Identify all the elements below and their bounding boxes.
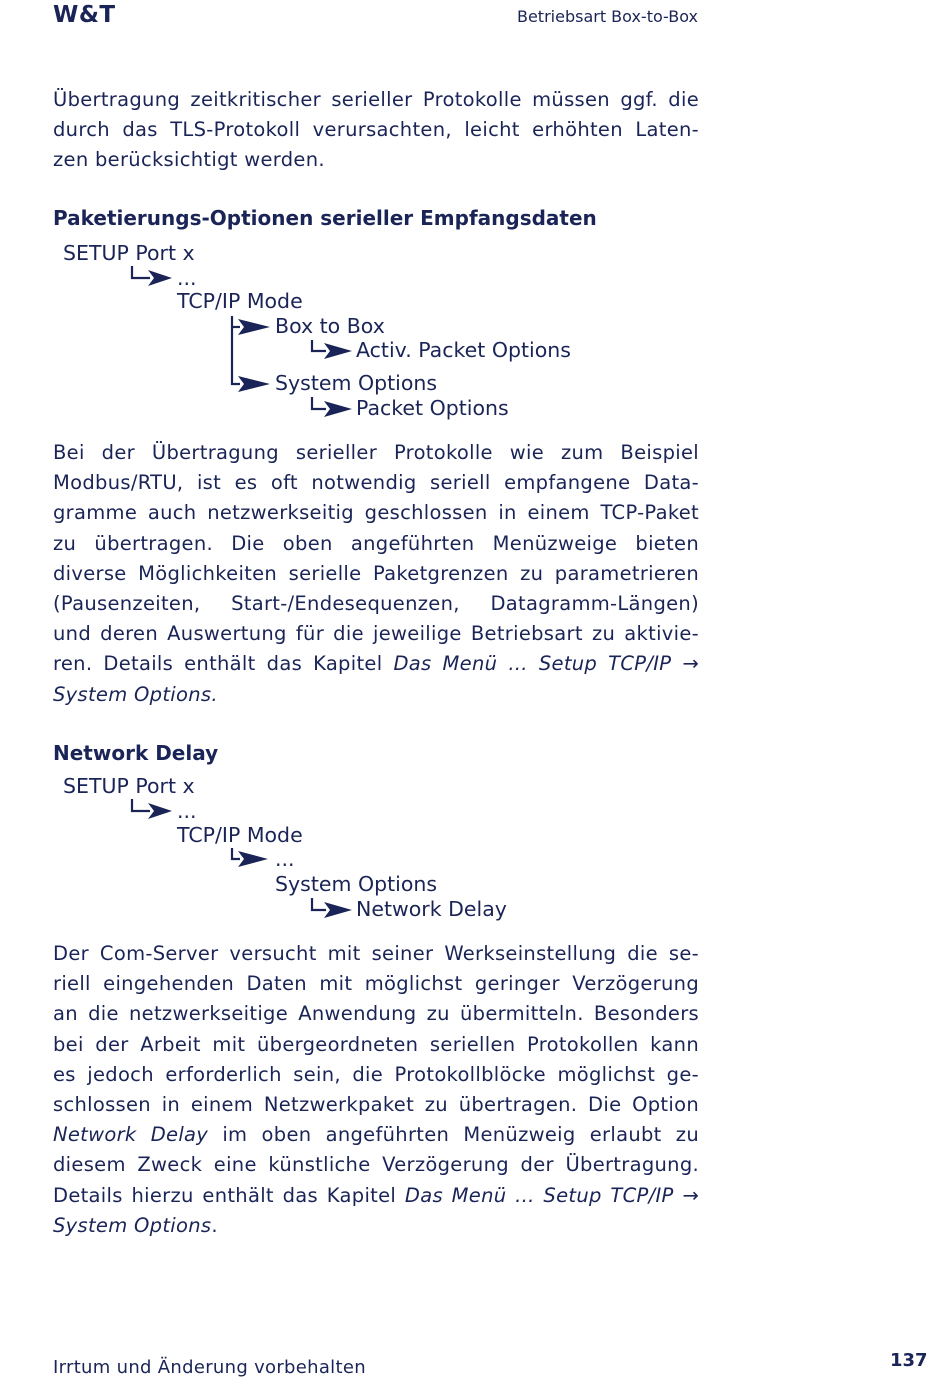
- body-line: Modbus/RTU, ist es oft notwendig seriell empfangene Data-: [53, 471, 699, 495]
- option-name: Network Delay: [53, 1123, 209, 1147]
- page-number: 137: [890, 1350, 928, 1371]
- period: .: [211, 682, 218, 706]
- body-line: riell eingehenden Daten mit möglichst geringer Verzögerung: [53, 972, 699, 996]
- tree-branch-system-options: System Options: [275, 371, 438, 395]
- tree-branch-box-to-box: Box to Box: [275, 314, 385, 338]
- arrowhead-icon: [148, 803, 172, 819]
- arrowhead-icon: [324, 902, 352, 918]
- tree-network-delay: Network Delay: [356, 897, 507, 921]
- body-line: Der Com-Server versucht mit seiner Werkseinstellung die se-: [53, 942, 699, 965]
- section-heading-packet-options: Paketierungs-Optionen serieller Empfangsdaten: [53, 206, 597, 230]
- body-line: bei der Arbeit mit übergeordneten seriellen Protokollen kann: [53, 1032, 699, 1056]
- body-line: Bei der Übertragung serieller Protokolle wie zum Beispiel: [53, 441, 699, 464]
- body-line: schlossen in einem Netzwerkpaket zu übertragen. Die Option: [53, 1093, 699, 1117]
- body-line: es jedoch erforderlich sein, die Protokollblöcke möglichst ge-: [53, 1062, 699, 1086]
- intro-line: Übertragung zeitkritischer serieller Protokolle müssen ggf. die: [53, 88, 699, 111]
- body-line: zu übertragen. Die oben angeführten Menüzweige bieten: [53, 531, 699, 555]
- body-text: ren. Details enthält das Kapitel: [53, 652, 394, 676]
- running-title: Betriebsart Box-to-Box: [516, 7, 698, 26]
- body-line: diesem Zweck eine künstliche Verzögerung der Übertragung.: [53, 1153, 699, 1177]
- chapter-reference: Das Menü ... Setup TCP/IP →: [404, 1183, 699, 1207]
- footer-disclaimer: Irrtum und Änderung vorbehalten: [53, 1357, 366, 1378]
- body-text: im oben angeführten Menüzweig erlaubt zu: [208, 1123, 700, 1147]
- body-line: und deren Auswertung für die jeweilige Betriebsart zu aktivie-: [53, 622, 699, 646]
- tree-root: SETUP Port x: [63, 241, 195, 265]
- tree-level1: ...: [177, 266, 197, 290]
- body-line-reference: [53, 1181, 699, 1211]
- body-text: Details hierzu enthält das Kapitel: [53, 1183, 405, 1207]
- body-line: [53, 1120, 699, 1150]
- chapter-reference: System Options: [53, 1213, 212, 1237]
- body-line-reference: [53, 1211, 699, 1241]
- intro-line: durch das TLS-Protokoll verursachten, leicht erhöhten Laten-: [53, 118, 699, 142]
- period: .: [211, 1213, 218, 1237]
- body-line: diverse Möglichkeiten serielle Paketgrenzen zu parametrieren: [53, 561, 699, 585]
- tree-packet-options: Packet Options: [356, 396, 509, 420]
- body-line: (Pausenzeiten, Start-/Endesequenzen, Datagramm-Längen): [53, 592, 699, 616]
- tree-level3: ...: [275, 847, 295, 871]
- section2-paragraph: [53, 939, 699, 1241]
- tree-system-options: System Options: [275, 872, 438, 896]
- arrow-connector: [132, 799, 150, 811]
- tree-level1: ...: [177, 799, 197, 823]
- chapter-reference: System Options: [53, 682, 212, 706]
- arrow-connector: [232, 848, 240, 859]
- brand-logo: W&T: [53, 2, 116, 28]
- arrow-connector: [312, 898, 326, 910]
- tree-activ-packet-options: Activ. Packet Options: [356, 338, 571, 362]
- chapter-reference: Das Menü ... Setup TCP/IP →: [393, 652, 699, 676]
- body-line: an die netzwerkseitige Anwendung zu übermitteln. Besonders: [53, 1002, 699, 1026]
- intro-line: zen berücksichtigt werden.: [53, 148, 325, 172]
- tree-level2: TCP/IP Mode: [177, 289, 303, 313]
- arrowhead-icon: [238, 851, 268, 867]
- body-line: gramme auch netzwerkseitig geschlossen in einem TCP-Paket: [53, 501, 699, 525]
- tree-level2: TCP/IP Mode: [177, 823, 303, 847]
- section-heading-network-delay: Network Delay: [53, 741, 219, 765]
- tree-root: SETUP Port x: [63, 774, 195, 798]
